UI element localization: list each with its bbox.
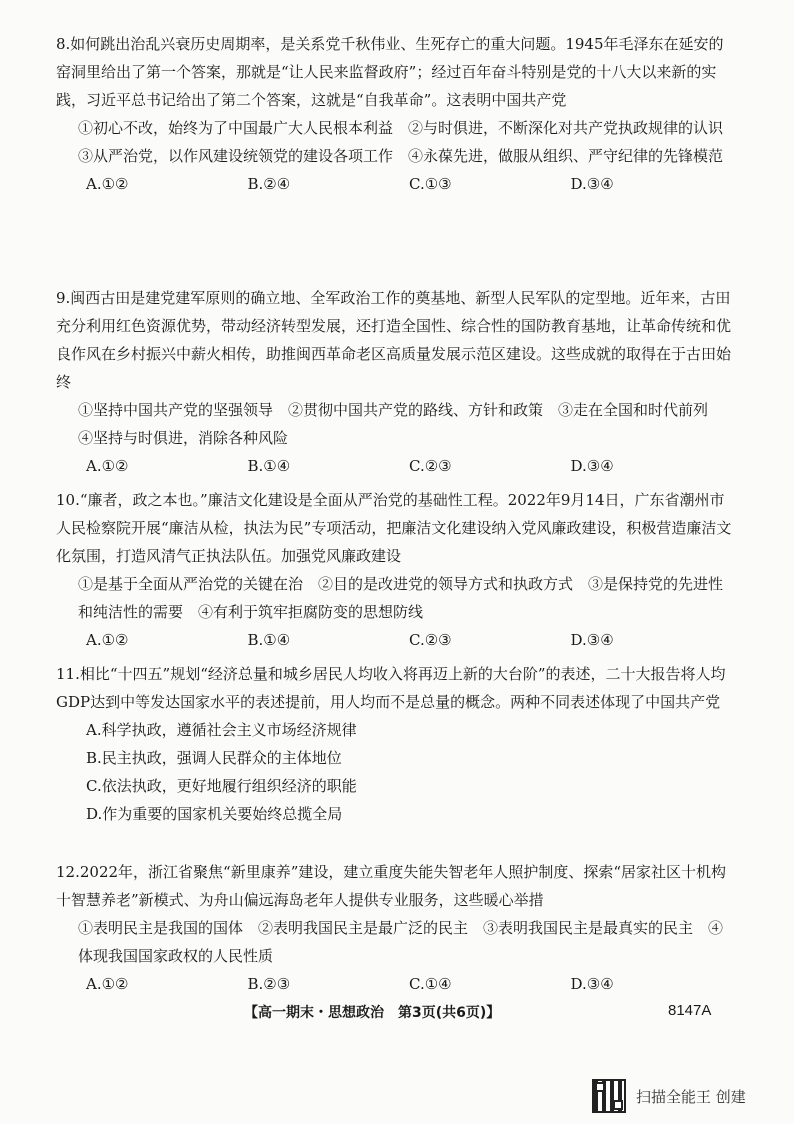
option-c: C.①③ <box>409 175 452 193</box>
option-b: B.②③ <box>247 975 291 993</box>
option-c: C.①④ <box>409 975 452 993</box>
option-c: C.②③ <box>409 457 452 475</box>
option-c: C.依法执政，更好地履行组织经济的职能 <box>86 777 357 795</box>
question-8 <box>56 30 739 198</box>
option-b: B.②④ <box>247 175 291 193</box>
footer-title: 【高一期末・思想政治 第3页(共6页)】 <box>244 1005 501 1021</box>
answer-options <box>56 452 732 480</box>
option-d: D.③④ <box>570 457 614 475</box>
page-footer <box>0 998 794 1028</box>
question-statements: ①坚持中国共产党的坚强领导 ②贯彻中国共产党的路线、方针和政策 ③走在全国和时代前列 ④坚持与时俱进，消除各种风险 <box>78 401 724 447</box>
option-a: A.①② <box>86 975 129 993</box>
answer-options <box>56 170 732 198</box>
option-d: D.作为重要的国家机关要始终总揽全局 <box>86 805 343 823</box>
option-b: B.民主执政，强调人民群众的主体地位 <box>86 749 342 767</box>
question-stem: 10.“廉者，政之本也。”廉洁文化建设是全面从严治党的基础性工程。2022年9月14日，广东省潮州市人民检察院开展“廉洁从检，执法为民”专项活动，把廉洁文化建设纳入党风廉政建设，积极营造廉洁文化氛围，打造风清气正执法队伍。加强党风廉政建设 <box>56 491 732 565</box>
option-a: A.①② <box>86 175 129 193</box>
question-statements: ①初心不改，始终为了中国最广大人民根本利益 ②与时俱进，不断深化对共产党执政规律的认识 ③从严治党，以作风建设统领党的建设各项工作 ④永葆先进，做服从组织、严守纪律的先锋模范 <box>78 119 739 165</box>
question-10 <box>56 486 732 654</box>
option-c: C.②③ <box>409 631 452 649</box>
answer-options <box>56 626 732 654</box>
question-statements: ①表明民主是我国的国体 ②表明我国民主是最广泛的民主 ③表明我国民主是最真实的民主 ④体现我国国家政权的人民性质 <box>78 919 724 965</box>
option-b: B.①④ <box>247 457 291 475</box>
question-11 <box>56 660 732 828</box>
exam-code: 8147A <box>668 1002 712 1019</box>
option-a: A.①② <box>86 631 129 649</box>
option-a: A.①② <box>86 457 129 475</box>
scanner-watermark <box>592 1076 746 1116</box>
question-statements: ①是基于全面从严治党的关键在治 ②目的是改进党的领导方式和执政方式 ③是保持党的先进性和纯洁性的需要 ④有利于筑牢拒腐防变的思想防线 <box>78 575 724 621</box>
question-9 <box>56 284 732 480</box>
option-d: D.③④ <box>570 175 614 193</box>
question-stem: 11.相比“十四五”规划“经济总量和城乡居民人均收入将再迈上新的大台阶”的表述，二十大报告将人均GDP达到中等发达国家水平的表述提前，用人均而不是总量的概念。两种不同表述体现了中国共产党 <box>56 665 726 711</box>
option-a: A.科学执政，遵循社会主义市场经济规律 <box>86 721 357 739</box>
question-stem: 8.如何跳出治乱兴衰历史周期率，是关系党千秋伟业、生死存亡的重大问题。1945年毛泽东在延安的窑洞里给出了第一个答案，那就是“让人民来监督政府”；经过百年奋斗特别是党的十八大以来新的实践，习近平总书记给出了第二个答案，这就是“自我革命”。这表明中国共产党 <box>56 35 724 109</box>
question-stem: 9.闽西古田是建党建军原则的确立地、全军政治工作的奠基地、新型人民军队的定型地。近年来，古田充分利用红色资源优势，带动经济转型发展，还打造全国性、综合性的国防教育基地，让革命传统和优良作风在乡村振兴中薪火相传，助推闽西革命老区高质量发展示范区建设。这些成就的取得在于古田始终 <box>56 289 732 391</box>
answer-options <box>56 970 732 998</box>
option-d: D.③④ <box>570 975 614 993</box>
option-d: D.③④ <box>570 631 614 649</box>
qr-code-icon <box>592 1079 626 1113</box>
question-12 <box>56 858 732 998</box>
watermark-label: 扫描全能王 创建 <box>636 1087 746 1106</box>
question-stem: 12.2022年，浙江省聚焦“新里康养”建设，建立重度失能失智老年人照护制度、探索“居家社区十机构十智慧养老”新模式、为舟山偏远海岛老年人提供专业服务，这些暖心举措 <box>56 863 727 909</box>
option-b: B.①④ <box>247 631 291 649</box>
